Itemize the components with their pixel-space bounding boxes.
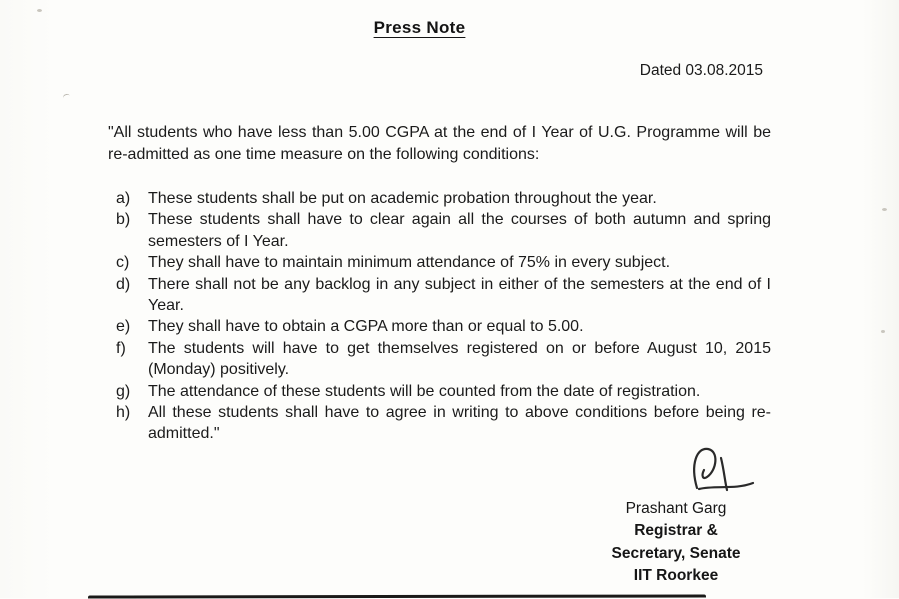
signatory-title-line1: Registrar & [634,522,718,539]
scan-artifact [881,330,885,333]
condition-item-f [116,338,771,381]
condition-text: They shall have to obtain a CGPA more than or equal to 5.00. [148,318,584,336]
condition-text: They shall have to maintain minimum attendance of 75% in every subject. [148,254,671,272]
date-line: Dated 03.08.2015 [639,62,763,79]
condition-label: g) [116,382,131,400]
condition-text: The attendance of these students will be counted from the date of registration. [148,382,701,400]
condition-item-h [116,402,771,445]
signatory-name: Prashant Garg [625,500,727,517]
signatory-org: IIT Roorkee [633,567,719,584]
condition-item-e [116,316,771,337]
condition-item-a [116,188,771,209]
condition-text: There shall not be any backlog in any subject in either of the semesters at the end of I Year. [148,275,771,315]
condition-label: d) [116,275,131,293]
condition-label: c) [116,254,130,272]
document-title: Press Note [373,18,466,37]
conditions-list [116,188,771,445]
scan-artifact [882,208,887,211]
condition-item-b [116,209,771,252]
condition-label: b) [116,211,131,229]
signature-block [571,444,781,588]
condition-text: The students will have to get themselves registered on or before August 10, 2015 (Monday) positively. [148,339,771,379]
scan-artifact [37,9,42,12]
condition-label: h) [116,404,131,422]
condition-item-c [116,252,771,273]
signature-scribble-icon [683,444,761,496]
condition-text: These students shall be put on academic probation throughout the year. [148,190,657,207]
title-row [0,18,899,38]
signatory-title-line2: Secretary, Senate [611,544,741,562]
scan-artifact [62,93,71,101]
condition-label: f) [116,339,126,357]
condition-text: All these students shall have to agree in writing to above conditions before being re-admitted." [148,404,771,443]
condition-text: These students shall have to clear again all the courses of both autumn and spring semesters of I Year. [148,211,771,250]
condition-label: a) [116,190,131,207]
intro-paragraph: "All students who have less than 5.00 CGPA at the end of I Year of U.G. Programme will be re-admitted as one time measure on the following conditions: [108,124,771,163]
condition-label: e) [116,318,131,336]
condition-item-g [116,381,771,402]
condition-item-d [116,274,771,317]
